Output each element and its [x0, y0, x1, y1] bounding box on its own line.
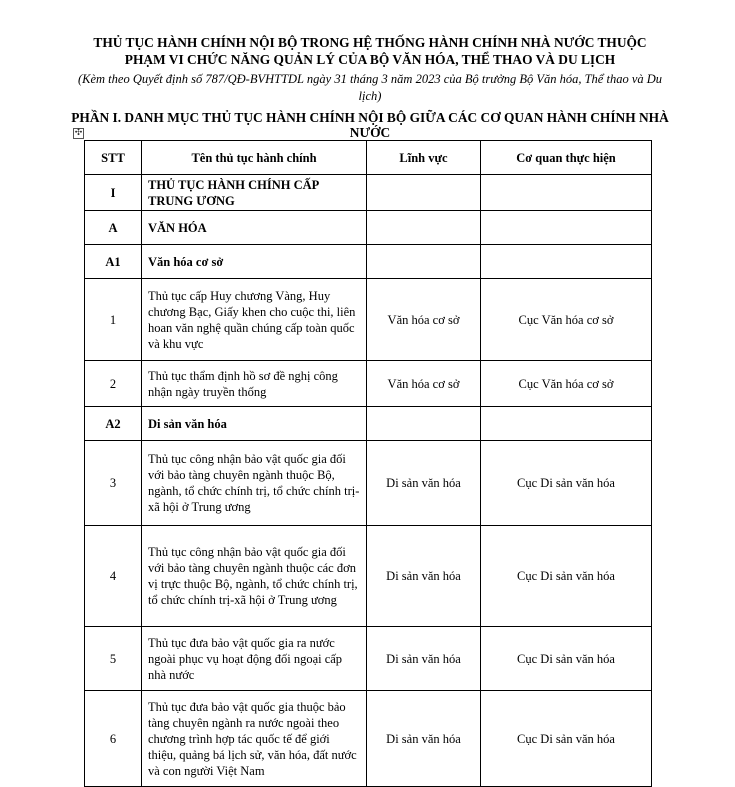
cell-field — [367, 245, 481, 279]
cell-field: Di sản văn hóa — [367, 691, 481, 787]
table-row — [85, 526, 652, 627]
cell-agency: Cục Văn hóa cơ sở — [481, 279, 652, 361]
table-row — [85, 407, 652, 441]
cell-stt: I — [85, 175, 142, 211]
table-row — [85, 441, 652, 526]
cell-stt: 6 — [85, 691, 142, 787]
table-row — [85, 279, 652, 361]
cell-agency — [481, 211, 652, 245]
cell-agency: Cục Di sản văn hóa — [481, 526, 652, 627]
header-field: Lĩnh vực — [367, 141, 481, 175]
cell-agency: Cục Di sản văn hóa — [481, 441, 652, 526]
procedure-table — [84, 140, 652, 787]
cell-name: Thủ tục công nhận bảo vật quốc gia đối với bảo tàng chuyên ngành thuộc các đơn vị trực thuộc Bộ, ngành, tổ chức chính trị, tổ chức chính trị-xã hội ở Trung ương — [142, 526, 367, 627]
cell-name: Thủ tục thẩm định hồ sơ đề nghị công nhận ngày truyền thống — [142, 361, 367, 407]
cell-stt: 3 — [85, 441, 142, 526]
document-subtitle: (Kèm theo Quyết định số 787/QĐ-BVHTTDL ngày 31 tháng 3 năm 2023 của Bộ trưởng Bộ Văn hóa, Thể thao và Du lịch) — [77, 72, 663, 103]
cell-field: Di sản văn hóa — [367, 441, 481, 526]
cell-field — [367, 175, 481, 211]
cell-field: Di sản văn hóa — [367, 627, 481, 691]
table-row — [85, 691, 652, 787]
cell-stt: 5 — [85, 627, 142, 691]
table-row — [85, 211, 652, 245]
cell-name: Thủ tục cấp Huy chương Vàng, Huy chương Bạc, Giấy khen cho cuộc thi, liên hoan văn nghệ quần chúng cấp toàn quốc và khu vực — [142, 279, 367, 361]
cell-agency — [481, 407, 652, 441]
cell-name: Thủ tục công nhận bảo vật quốc gia đối với bảo tàng chuyên ngành thuộc Bộ, ngành, tổ chức chính trị, tổ chức chính trị-xã hội ở Trung ương — [142, 441, 367, 526]
part-heading: PHẦN I. DANH MỤC THỦ TỤC HÀNH CHÍNH NỘI BỘ GIỮA CÁC CƠ QUAN HÀNH CHÍNH NHÀ NƯỚC — [71, 110, 669, 140]
cell-name: Thủ tục đưa bảo vật quốc gia ra nước ngoài phục vụ hoạt động đối ngoại cấp nhà nước — [142, 627, 367, 691]
cell-stt: 1 — [85, 279, 142, 361]
move-handle-icon[interactable]: ✣ — [74, 128, 83, 138]
table-row — [85, 245, 652, 279]
cell-stt: 4 — [85, 526, 142, 627]
cell-name: Văn hóa cơ sở — [142, 245, 367, 279]
cell-name: Di sản văn hóa — [142, 407, 367, 441]
cell-stt: A — [85, 211, 142, 245]
table-row — [85, 627, 652, 691]
cell-field: Văn hóa cơ sở — [367, 361, 481, 407]
cell-name: THỦ TỤC HÀNH CHÍNH CẤP TRUNG ƯƠNG — [142, 175, 367, 211]
header-stt: STT — [85, 141, 142, 175]
cell-stt: A2 — [85, 407, 142, 441]
cell-agency: Cục Di sản văn hóa — [481, 627, 652, 691]
cell-field: Di sản văn hóa — [367, 526, 481, 627]
header-procedure-name: Tên thủ tục hành chính — [142, 141, 367, 175]
table-row — [85, 175, 652, 211]
cell-agency — [481, 245, 652, 279]
cell-agency — [481, 175, 652, 211]
cell-agency: Cục Văn hóa cơ sở — [481, 361, 652, 407]
cell-name: Thủ tục đưa bảo vật quốc gia thuộc bảo tàng chuyên ngành ra nước ngoài theo chương trình hợp tác quốc tế để giới thiệu, quảng bá lịch sử, văn hóa, đất nước và con người Việt Nam — [142, 691, 367, 787]
cell-agency: Cục Di sản văn hóa — [481, 691, 652, 787]
cell-name: VĂN HÓA — [142, 211, 367, 245]
cell-field — [367, 407, 481, 441]
cell-field — [367, 211, 481, 245]
document-title-line-2: PHẠM VI CHỨC NĂNG QUẢN LÝ CỦA BỘ VĂN HÓA, THỂ THAO VÀ DU LỊCH — [124, 52, 616, 67]
cell-stt: A1 — [85, 245, 142, 279]
table-row — [85, 361, 652, 407]
header-agency: Cơ quan thực hiện — [481, 141, 652, 175]
cell-field: Văn hóa cơ sở — [367, 279, 481, 361]
cell-stt: 2 — [85, 361, 142, 407]
table-header-row — [85, 141, 652, 175]
document-title-line-1: THỦ TỤC HÀNH CHÍNH NỘI BỘ TRONG HỆ THỐNG HÀNH CHÍNH NHÀ NƯỚC THUỘC — [93, 35, 647, 50]
